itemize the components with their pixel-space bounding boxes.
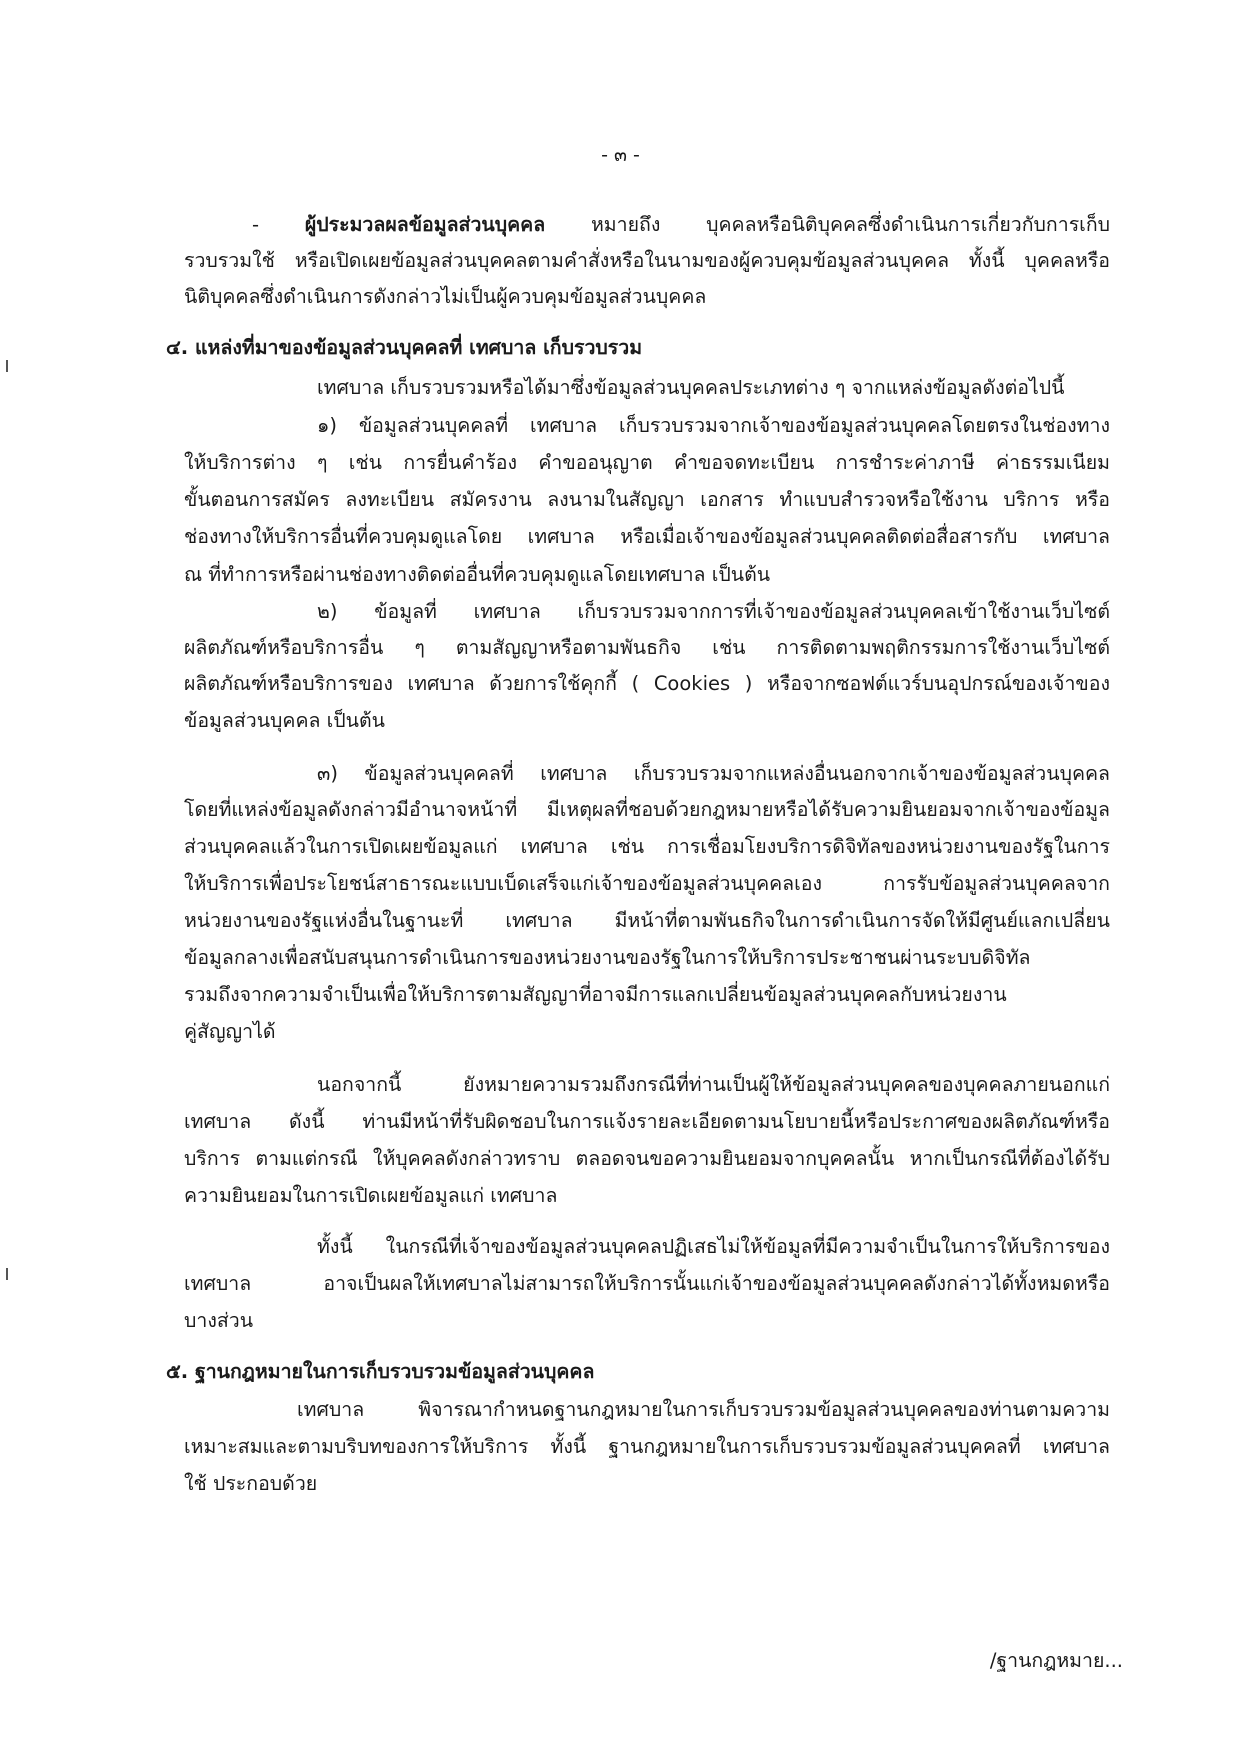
item-line: ข้อมูลส่วนบุคคล เป็นต้น: [184, 709, 386, 732]
paragraph-line: บางส่วน: [184, 1309, 254, 1332]
paragraph-line: เทศบาล พิจารณากำหนดฐานกฎหมายในการเก็บรวบรวมข้อมูลส่วนบุคคลของท่านตามความ: [297, 1398, 1110, 1421]
paragraph-line: นอกจากนี้ ยังหมายความรวมถึงกรณีที่ท่านเป็นผู้ให้ข้อมูลส่วนบุคคลของบุคคลภายนอกแก่: [317, 1073, 1110, 1096]
item-line: ๑) ข้อมูลส่วนบุคคลที่ เทศบาล เก็บรวบรวมจากเจ้าของข้อมูลส่วนบุคคลโดยตรงในช่องทาง: [317, 414, 1110, 437]
item-line: รวมถึงจากความจำเป็นเพื่อให้บริการตามสัญญาที่อาจมีการแลกเปลี่ยนข้อมูลส่วนบุคคลกับหน่วยงาน: [184, 983, 1007, 1006]
definition-text: หมายถึง บุคคลหรือนิติบุคคลซึ่งดำเนินการเกี่ยวกับการเก็บ: [590, 213, 1111, 236]
paragraph-line: บริการ ตามแต่กรณี ให้บุคคลดังกล่าวทราบ ตลอดจนขอความยินยอมจากบุคคลนั้น หากเป็นกรณีที่ต้องได้รับ: [184, 1147, 1110, 1170]
item-line: ขั้นตอนการสมัคร ลงทะเบียน สมัครงาน ลงนามในสัญญา เอกสาร ทำแบบสำรวจหรือใช้งาน บริการ หรือ: [184, 488, 1110, 511]
section-heading: ๔. แหล่งที่มาของข้อมูลส่วนบุคคลที่ เทศบาล เก็บรวบรวม: [166, 336, 643, 359]
section-intro: เทศบาล เก็บรวบรวมหรือได้มาซึ่งข้อมูลส่วนบุคคลประเภทต่าง ๆ จากแหล่งข้อมูลดังต่อไปนี้: [317, 376, 1065, 399]
definition-line: [184, 211, 1110, 239]
paragraph-line: ความยินยอมในการเปิดเผยข้อมูลแก่ เทศบาล: [184, 1184, 558, 1207]
item-line: ๓) ข้อมูลส่วนบุคคลที่ เทศบาล เก็บรวบรวมจากแหล่งอื่นนอกจากเจ้าของข้อมูลส่วนบุคคล: [317, 762, 1110, 785]
section-heading: ๕. ฐานกฎหมายในการเก็บรวบรวมข้อมูลส่วนบุคคล: [166, 1360, 595, 1383]
item-line: ผลิตภัณฑ์หรือบริการอื่น ๆ ตามสัญญาหรือตามพันธกิจ เช่น การติดตามพฤติกรรมการใช้งานเว็บไซต์: [184, 636, 1110, 659]
definition-dash: -: [252, 213, 260, 236]
scan-artifact: [6, 360, 8, 372]
paragraph-line: เทศบาล ดังนี้ ท่านมีหน้าที่รับผิดชอบในการแจ้งรายละเอียดตามนโยบายนี้หรือประกาศของผลิตภัณฑ์หรือ: [184, 1110, 1110, 1133]
paragraph-line: ทั้งนี้ ในกรณีที่เจ้าของข้อมูลส่วนบุคคลปฏิเสธไม่ให้ข้อมูลที่มีความจำเป็นในการให้บริการของ: [317, 1235, 1110, 1258]
item-line: ส่วนบุคคลแล้วในการเปิดเผยข้อมูลแก่ เทศบาล เช่น การเชื่อมโยงบริการดิจิทัลของหน่วยงานของรัฐในการ: [184, 835, 1110, 858]
item-line: ณ ที่ทำการหรือผ่านช่องทางติดต่ออื่นที่ควบคุมดูแลโดยเทศบาล เป็นต้น: [184, 563, 771, 586]
paragraph-line: เหมาะสมและตามบริบทของการให้บริการ ทั้งนี้ ฐานกฎหมายในการเก็บรวบรวมข้อมูลส่วนบุคคลที่ เทศบาล: [184, 1435, 1110, 1458]
item-line: ๒) ข้อมูลที่ เทศบาล เก็บรวบรวมจากการที่เจ้าของข้อมูลส่วนบุคคลเข้าใช้งานเว็บไซต์: [317, 600, 1110, 623]
paragraph-line: เทศบาล อาจเป็นผลให้เทศบาลไม่สามารถให้บริการนั้นแก่เจ้าของข้อมูลส่วนบุคคลดังกล่าวได้ทั้งหมดหรือ: [184, 1272, 1110, 1295]
item-line: หน่วยงานของรัฐแห่งอื่นในฐานะที่ เทศบาล มีหน้าที่ตามพันธกิจในการดำเนินการจัดให้มีศูนย์แลกเปลี่ยน: [184, 909, 1110, 932]
definition-line: รวบรวมใช้ หรือเปิดเผยข้อมูลส่วนบุคคลตามคำสั่งหรือในนามของผู้ควบคุมข้อมูลส่วนบุคคล ทั้งนี้ บุคคลหรือ: [184, 249, 1110, 272]
item-line: ให้บริการเพื่อประโยชน์สาธารณะแบบเบ็ดเสร็จแก่เจ้าของข้อมูลส่วนบุคคลเอง การรับข้อมูลส่วนบุคคลจาก: [184, 872, 1110, 895]
continuation-note: /ฐานกฎหมาย...: [989, 1649, 1123, 1672]
item-line: ให้บริการต่าง ๆ เช่น การยื่นคำร้อง คำขออนุญาต คำขอจดทะเบียน การชำระค่าภาษี ค่าธรรมเนียม: [184, 451, 1110, 474]
scan-artifact: [6, 1268, 8, 1280]
item-line: คู่สัญญาได้: [184, 1020, 276, 1043]
defined-term: ผู้ประมวลผลข้อมูลส่วนบุคคล: [304, 213, 546, 236]
item-line: โดยที่แหล่งข้อมูลดังกล่าวมีอำนาจหน้าที่ มีเหตุผลที่ชอบด้วยกฎหมายหรือได้รับความยินยอมจากเจ้าของข้อมูล: [184, 798, 1110, 821]
item-line: ช่องทางให้บริการอื่นที่ควบคุมดูแลโดย เทศบาล หรือเมื่อเจ้าของข้อมูลส่วนบุคคลติดต่อสื่อสารกับ เทศบาล: [184, 525, 1110, 548]
definition-line: นิติบุคคลซึ่งดำเนินการดังกล่าวไม่เป็นผู้ควบคุมข้อมูลส่วนบุคคล: [184, 285, 707, 308]
page-number: - ๓ -: [601, 144, 640, 166]
item-line: ผลิตภัณฑ์หรือบริการของ เทศบาล ด้วยการใช้คุกกี้ ( Cookies ) หรือจากซอฟต์แวร์บนอุปกรณ์ของเจ้าของ: [184, 672, 1110, 695]
item-line: ข้อมูลกลางเพื่อสนับสนุนการดำเนินการของหน่วยงานของรัฐในการให้บริการประชาชนผ่านระบบดิจิทัล: [184, 946, 1031, 969]
paragraph-line: ใช้ ประกอบด้วย: [184, 1472, 318, 1495]
